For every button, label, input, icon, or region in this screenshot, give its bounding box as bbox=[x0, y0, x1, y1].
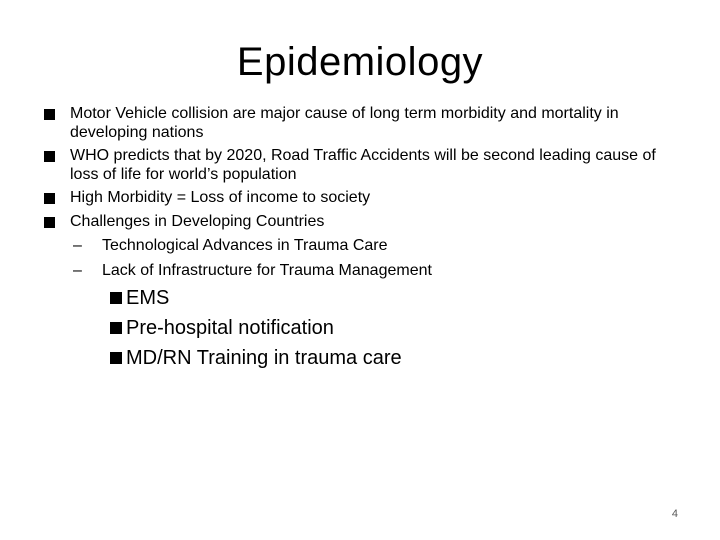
sub-bullet-item bbox=[44, 262, 664, 281]
sub-sub-bullet-text: MD/RN Training in trauma care bbox=[126, 347, 402, 369]
bullet-item bbox=[44, 105, 664, 142]
bullet-text: Challenges in Developing Countries bbox=[70, 212, 325, 230]
bullet-item bbox=[44, 213, 664, 371]
square-bullet-icon bbox=[44, 193, 55, 204]
slide-title: Epidemiology bbox=[236, 40, 484, 84]
bullet-text: WHO predicts that by 2020, Road Traffic Accidents will be second leading cause of loss of life for world’s population bbox=[70, 147, 656, 183]
sub-bullet-text: Lack of Infrastructure for Trauma Management bbox=[102, 261, 432, 279]
sub-bullet-list bbox=[44, 237, 664, 280]
dash-bullet-icon: – bbox=[73, 261, 82, 279]
square-bullet-icon bbox=[110, 292, 122, 304]
square-bullet-icon bbox=[44, 151, 55, 162]
bullet-item bbox=[44, 189, 664, 208]
sub-sub-bullet-text: Pre-hospital notification bbox=[126, 317, 334, 339]
square-bullet-icon bbox=[110, 352, 122, 364]
sub-bullet-item bbox=[44, 237, 664, 256]
sub-sub-bullet-item bbox=[44, 316, 664, 340]
sub-bullet-text: Technological Advances in Trauma Care bbox=[102, 237, 388, 254]
bullet-item bbox=[44, 147, 664, 184]
square-bullet-icon bbox=[44, 109, 55, 120]
square-bullet-icon bbox=[44, 217, 55, 228]
sub-sub-bullet-item bbox=[44, 346, 664, 370]
sub-sub-bullet-text: EMS bbox=[126, 287, 170, 309]
bullet-text: Motor Vehicle collision are major cause of long term morbidity and mortality in developing nations bbox=[70, 105, 619, 141]
sub-sub-bullet-item bbox=[44, 286, 664, 310]
sub-sub-bullet-list bbox=[44, 286, 664, 370]
bullet-text: High Morbidity = Loss of income to society bbox=[70, 189, 371, 206]
square-bullet-icon bbox=[110, 322, 122, 334]
dash-bullet-icon: – bbox=[73, 237, 82, 254]
bullet-list bbox=[44, 105, 664, 375]
page-number: 4 bbox=[671, 508, 678, 520]
